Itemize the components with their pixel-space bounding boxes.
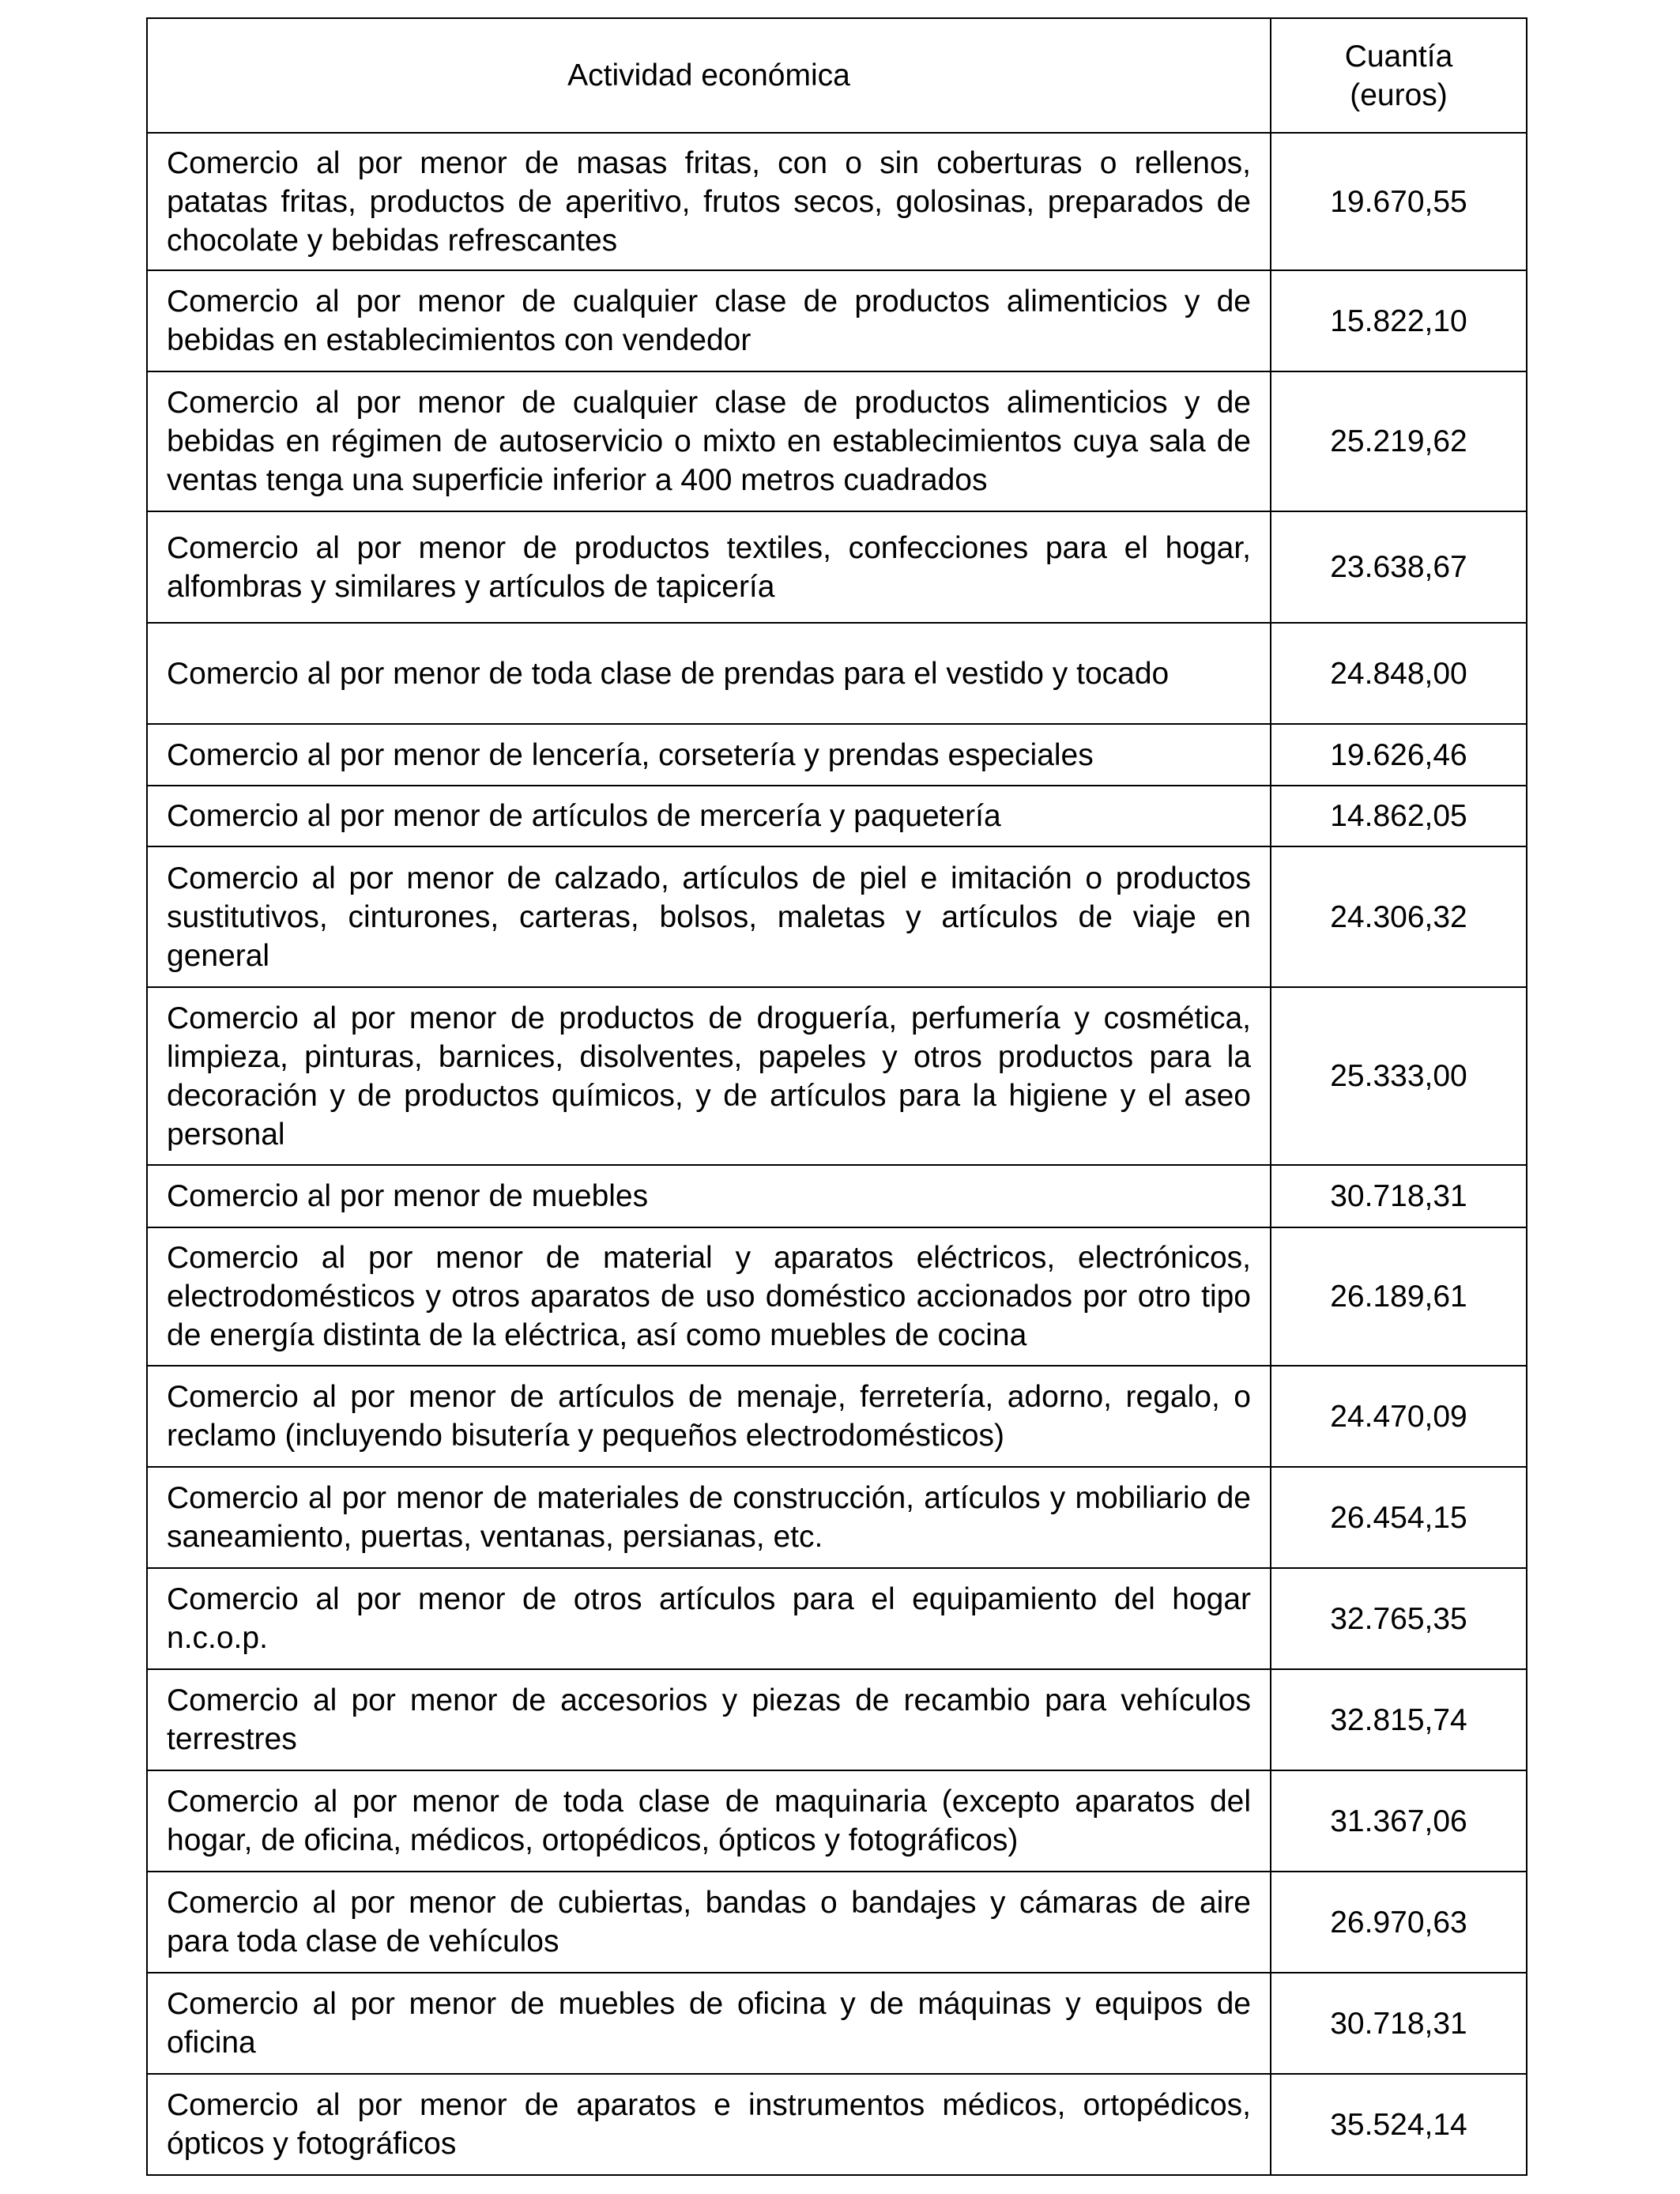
header-amount: [1271, 18, 1527, 133]
activity-cell: Comercio al por menor de productos textiles, confecciones para el hogar, alfombras y similares y artículos de tapicería: [147, 511, 1271, 623]
table-header-row: [147, 18, 1527, 133]
activity-cell: Comercio al por menor de artículos de menaje, ferretería, adorno, regalo, o reclamo (incluyendo bisutería y pequeños electrodomésticos): [147, 1366, 1271, 1467]
table-row: [147, 1467, 1527, 1568]
table-row: [147, 1770, 1527, 1872]
table-row: [147, 133, 1527, 270]
amount-cell: 25.333,00: [1271, 987, 1527, 1165]
header-activity: Actividad económica: [147, 18, 1271, 133]
amount-cell: 30.718,31: [1271, 1973, 1527, 2074]
activity-cell: Comercio al por menor de accesorios y piezas de recambio para vehículos terrestres: [147, 1669, 1271, 1770]
activity-cell: Comercio al por menor de otros artículos para el equipamiento del hogar n.c.o.p.: [147, 1568, 1271, 1669]
amount-cell: 35.524,14: [1271, 2074, 1527, 2175]
activity-cell: Comercio al por menor de muebles: [147, 1165, 1271, 1227]
table-row: [147, 623, 1527, 724]
amount-cell: 24.470,09: [1271, 1366, 1527, 1467]
activity-cell: Comercio al por menor de artículos de mercería y paquetería: [147, 786, 1271, 846]
table-row: [147, 987, 1527, 1165]
amount-cell: 26.189,61: [1271, 1227, 1527, 1366]
amount-cell: 24.848,00: [1271, 623, 1527, 724]
amount-cell: 24.306,32: [1271, 846, 1527, 987]
amount-cell: 26.970,63: [1271, 1872, 1527, 1973]
activity-cell: Comercio al por menor de muebles de oficina y de máquinas y equipos de oficina: [147, 1973, 1271, 2074]
table-row: [147, 511, 1527, 623]
activity-cell: Comercio al por menor de masas fritas, con o sin coberturas o rellenos, patatas fritas, productos de aperitivo, frutos secos, golosinas, preparados de chocolate y bebidas refrescantes: [147, 133, 1271, 270]
table-row: [147, 724, 1527, 786]
activity-cell: Comercio al por menor de productos de droguería, perfumería y cosmética, limpieza, pinturas, barnices, disolventes, papeles y otros productos para la decoración y de productos químicos, y de artículos para la higiene y el aseo personal: [147, 987, 1271, 1165]
activity-cell: Comercio al por menor de lencería, corsetería y prendas especiales: [147, 724, 1271, 786]
table-row: [147, 1227, 1527, 1366]
activity-cell: Comercio al por menor de toda clase de maquinaria (excepto aparatos del hogar, de oficina, médicos, ortopédicos, ópticos y fotográficos): [147, 1770, 1271, 1872]
header-amount-line2: (euros): [1350, 77, 1448, 112]
table-row: [147, 1568, 1527, 1669]
activity-cell: Comercio al por menor de materiales de construcción, artículos y mobiliario de saneamiento, puertas, ventanas, persianas, etc.: [147, 1467, 1271, 1568]
table-row: [147, 1669, 1527, 1770]
amount-cell: 30.718,31: [1271, 1165, 1527, 1227]
activity-cell: Comercio al por menor de cualquier clase de productos alimenticios y de bebidas en régimen de autoservicio o mixto en establecimientos cuya sala de ventas tenga una superficie inferior a 400 metros cuadrados: [147, 371, 1271, 511]
table-row: [147, 2074, 1527, 2175]
header-amount-line1: Cuantía: [1344, 39, 1453, 74]
table-row: [147, 1165, 1527, 1227]
amount-cell: 15.822,10: [1271, 270, 1527, 371]
activity-cell: Comercio al por menor de material y aparatos eléctricos, electrónicos, electrodomésticos y otros aparatos de uso doméstico accionados por otro tipo de energía distinta de la eléctrica, así como muebles de cocina: [147, 1227, 1271, 1366]
activity-cell: Comercio al por menor de toda clase de prendas para el vestido y tocado: [147, 623, 1271, 724]
activity-cell: Comercio al por menor de cubiertas, bandas o bandajes y cámaras de aire para toda clase de vehículos: [147, 1872, 1271, 1973]
amount-cell: 19.670,55: [1271, 133, 1527, 270]
activity-cell: Comercio al por menor de cualquier clase de productos alimenticios y de bebidas en establecimientos con vendedor: [147, 270, 1271, 371]
table-row: [147, 1366, 1527, 1467]
table-row: [147, 846, 1527, 987]
amount-cell: 14.862,05: [1271, 786, 1527, 846]
amount-cell: 32.765,35: [1271, 1568, 1527, 1669]
economic-activity-table: [146, 17, 1527, 2176]
amount-cell: 19.626,46: [1271, 724, 1527, 786]
amount-cell: 23.638,67: [1271, 511, 1527, 623]
table-row: [147, 786, 1527, 846]
table-row: [147, 1872, 1527, 1973]
table-row: [147, 371, 1527, 511]
activity-cell: Comercio al por menor de calzado, artículos de piel e imitación o productos sustitutivos, cinturones, carteras, bolsos, maletas y artículos de viaje en general: [147, 846, 1271, 987]
table-row: [147, 270, 1527, 371]
amount-cell: 25.219,62: [1271, 371, 1527, 511]
amount-cell: 32.815,74: [1271, 1669, 1527, 1770]
amount-cell: 26.454,15: [1271, 1467, 1527, 1568]
table-row: [147, 1973, 1527, 2074]
activity-cell: Comercio al por menor de aparatos e instrumentos médicos, ortopédicos, ópticos y fotográficos: [147, 2074, 1271, 2175]
amount-cell: 31.367,06: [1271, 1770, 1527, 1872]
